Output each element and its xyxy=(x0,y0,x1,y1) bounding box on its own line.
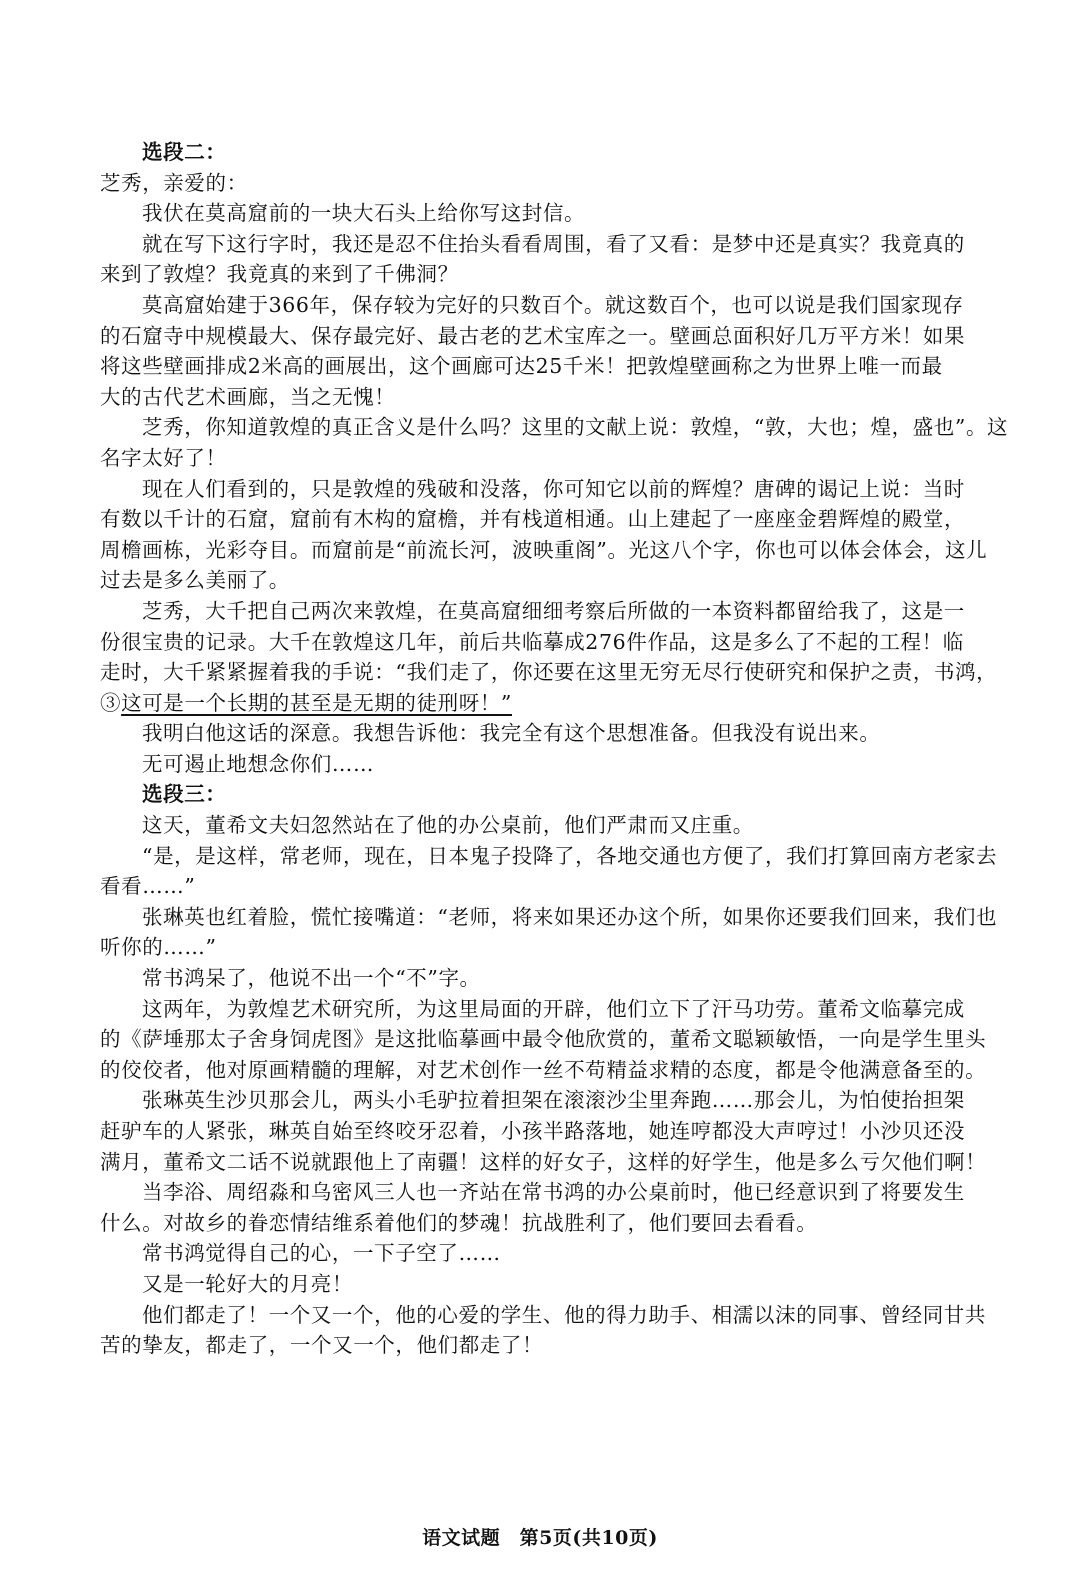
paragraph-line: 份很宝贵的记录。大千在敦煌这几年，前后共临摹成276件作品，这是多么了不起的工程！临 xyxy=(100,629,964,654)
paragraph-line: 张琳英也红着脸，慌忙接嘴道：“老师，将来如果还办这个所，如果你还要我们回来，我们也 xyxy=(142,904,998,929)
section-3-heading: 选段三： xyxy=(142,782,227,807)
paragraph: 无可遏止地想念你们…… xyxy=(142,751,375,776)
paragraph-line: 听你的……” xyxy=(100,935,217,960)
paragraph-line: 就在写下这行字时，我还是忍不住抬头看看周围，看了又看：是梦中还是真实？我竟真的 xyxy=(142,231,965,256)
paragraph-line: 看看……” xyxy=(100,874,196,899)
passage-body xyxy=(100,137,1015,1361)
underlined-sentence-line xyxy=(100,688,1015,719)
paragraph-line: 什么。对故乡的眷恋情结维系着他们的梦魂！抗战胜利了，他们要回去看看。 xyxy=(100,1210,818,1235)
paragraph-line: 现在人们看到的，只是敦煌的残破和没落，你可知它以前的辉煌？唐碑的谒记上说：当时 xyxy=(142,476,965,501)
question-marker-3: ③ xyxy=(100,690,122,715)
paragraph-line: 名字太好了！ xyxy=(100,445,227,470)
paragraph-line: 来到了敦煌？我竟真的来到了千佛洞？ xyxy=(100,262,459,287)
paragraph-line: “是，是这样，常老师，现在，日本鬼子投降了，各地交通也方便了，我们打算回南方老家去 xyxy=(142,843,998,868)
paragraph: 又是一轮好大的月亮！ xyxy=(142,1271,353,1296)
paragraph-line: 有数以千计的石窟，窟前有木构的窟檐，并有栈道相通。山上建起了一座座金碧辉煌的殿堂， xyxy=(100,507,966,532)
paragraph: 我伏在莫高窟前的一块大石头上给你写这封信。 xyxy=(142,201,586,226)
paragraph-line: 的《萨埵那太子舍身饲虎图》是这批临摹画中最令他欣赏的，董希文聪颖敏悟，一向是学生里头 xyxy=(100,1027,987,1052)
paragraph-line: 芝秀，大千把自己两次来敦煌，在莫高窟细细考察后所做的一本资料都留给我了，这是一 xyxy=(142,598,965,623)
paragraph-line: 张琳英生沙贝那会儿，两头小毛驴拉着担架在滚滚沙尘里奔跑……那会儿，为怕使抬担架 xyxy=(142,1088,965,1113)
section-2-heading: 选段二： xyxy=(142,140,227,164)
paragraph-line: 苦的挚友，都走了，一个又一个，他们都走了！ xyxy=(100,1333,544,1358)
paragraph: 这天，董希文夫妇忽然站在了他的办公桌前，他们严肃而又庄重。 xyxy=(142,813,754,838)
underlined-sentence: 这可是一个长期的甚至是无期的徒刑呀！” xyxy=(121,690,512,715)
paragraph: 常书鸿呆了，他说不出一个“不”字。 xyxy=(142,966,481,991)
paragraph-line: 走时，大千紧紧握着我的手说：“我们走了，你还要在这里无穷无尽行使研究和保护之责，书鸿， xyxy=(100,660,998,685)
paragraph-line: 的石窟寺中规模最大、保存最完好、最古老的艺术宝库之一。壁画总面积好几万平方米！如果 xyxy=(100,323,966,348)
paragraph-line: 这两年，为敦煌艺术研究所，为这里局面的开辟，他们立下了汗马功劳。董希文临摹完成 xyxy=(142,996,965,1021)
paragraph-line: 将这些壁画排成2米高的画展出，这个画廊可达25千米！把敦煌壁画称之为世界上唯一而最 xyxy=(100,354,943,379)
paragraph-line: 大的古代艺术画廊，当之无愧！ xyxy=(100,384,396,409)
paragraph-line: 赶驴车的人紧张，琳英自始至终咬牙忍着，小孩半路落地，她连哼都没大声哼过！小沙贝还没 xyxy=(100,1119,966,1143)
paragraph-line: 的佼佼者，他对原画精髓的理解，对艺术创作一丝不苟精益求精的态度，都是令他满意备至的。 xyxy=(100,1057,987,1082)
paragraph: 常书鸿觉得自己的心，一下子空了…… xyxy=(142,1241,501,1266)
page-footer: 语文试题 第5页(共10页) xyxy=(422,1527,658,1549)
paragraph-line: 莫高窟始建于366年，保存较为完好的只数百个。就这数百个，也可以说是我们国家现存 xyxy=(142,292,964,317)
paragraph-line: 他们都走了！一个又一个，他的心爱的学生、他的得力助手、相濡以沫的同事、曾经同甘共 xyxy=(142,1302,986,1327)
paragraph-line: 过去是多么美丽了。 xyxy=(100,568,290,593)
paragraph-line: 满月，董希文二话不说就跟他上了南疆！这样的好女子，这样的好学生，他是多么亏欠他们啊！ xyxy=(100,1149,987,1174)
paragraph-line: 当李浴、周绍淼和乌密风三人也一齐站在常书鸿的办公桌前时，他已经意识到了将要发生 xyxy=(142,1180,965,1205)
paragraph-line: 芝秀，你知道敦煌的真正含义是什么吗？这里的文献上说：敦煌，“敦，大也；煌，盛也”。这 xyxy=(142,415,1009,440)
paragraph: 我明白他这话的深意。我想告诉他：我完全有这个思想准备。但我没有说出来。 xyxy=(142,721,881,746)
paragraph-line: 周檐画栋，光彩夺目。而窟前是“前流长河，波映重阁”。光这八个字，你也可以体会体会，这儿 xyxy=(100,537,988,562)
letter-salutation: 芝秀，亲爱的： xyxy=(100,170,248,195)
